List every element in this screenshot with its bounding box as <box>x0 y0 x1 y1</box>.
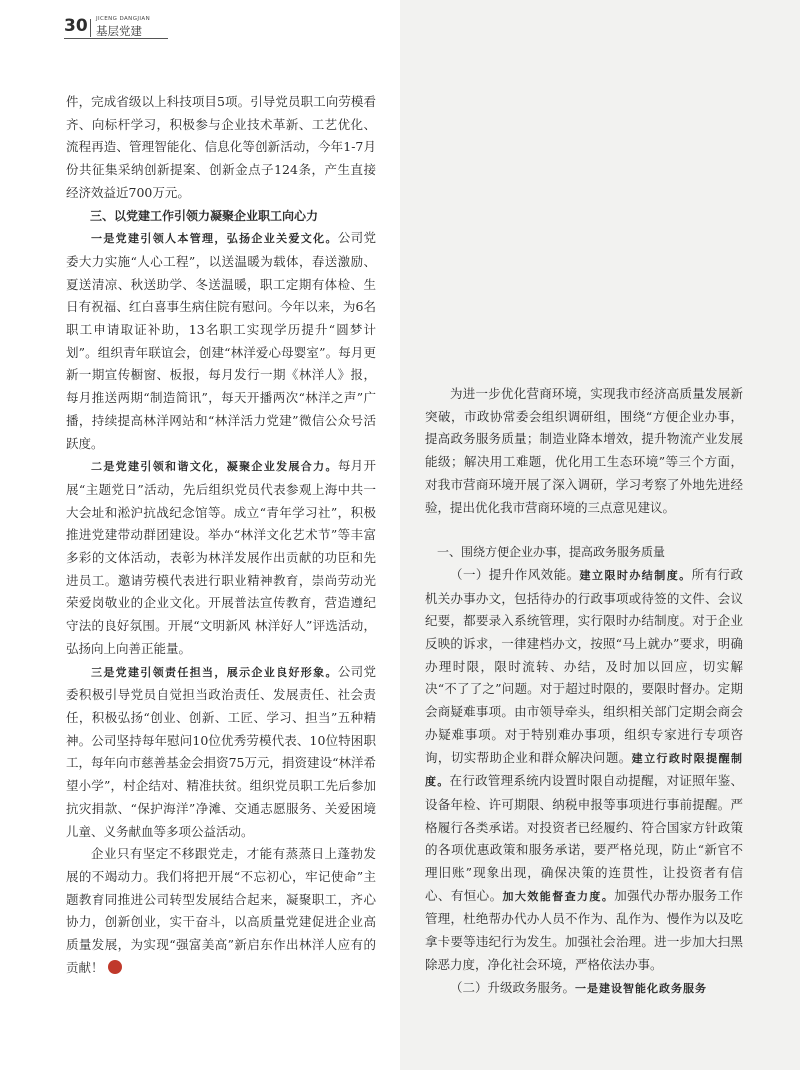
subsection-lead: （二）升级政务服务。 <box>450 979 576 995</box>
paragraph-keyword: 二是党建引领和谐文化，凝聚企业发展合力。 <box>91 460 338 474</box>
page-header <box>64 14 204 42</box>
left-column <box>66 91 376 979</box>
paragraph-text: 企业只有坚定不移跟党走，才能有蒸蒸日上蓬勃发展的不竭动力。我们将把开展“不忘初心，牢记使命”主题教育同推进公司转型发展结合起来，凝聚职工，齐心协力，创新创业，实干奋斗，以高质量党建促进企业高质量发展，为实现“强富美高”新启东作出林洋人应有的贡献！ <box>66 846 376 975</box>
paragraph-text: 在行政管理系统内设置时限自动提醒，对证照年鉴、设备年检、许可期限、纳税申报等事项进行事前提醒。严格履行各类承诺。对投资者已经履约、符合国家方针政策的各项优惠政策和服务承诺，要严格兑现，防止“新官不理旧账”现象出现，确保决策的连贯性，让投资者有信心、有恒心。 <box>425 773 743 903</box>
paragraph <box>66 455 376 660</box>
paragraph-text: 公司党委大力实施“人心工程”，以送温暖为载体，春送激励、夏送清凉、秋送助学、冬送温暖，职工定期有体检、生日有祝福、红白喜事生病住院有慰问。今年以来，为6名职工申请取证补助，13名职工实现学历提升“圆梦计划”。组织青年联谊会，创建“林洋爱心母婴室”。每月更新一期宣传橱窗、板报，每月发行一期《林洋人》报，每月推送两期“制造简讯”，每天开播两次“林洋之声”广播，持续提高林洋网站和“林洋活力党建”微信公众号活跃度。 <box>66 230 376 451</box>
paragraph <box>66 843 376 979</box>
paragraph-keyword: 建立限时办结制度。 <box>579 568 692 582</box>
right-column <box>425 383 743 1000</box>
end-mark-icon <box>108 960 122 974</box>
continued-paragraph: 件，完成省级以上科技项目5项。引导党员职工向劳模看齐、向标杆学习，积极参与企业技术革新、工艺优化、流程再造、管理智能化、信息化等创新活动，今年1-7月份共征集采纳创新提案、创新金点子124条，产生直接经济效益近700万元。 <box>66 94 376 200</box>
intro-paragraph: 为进一步优化营商环境，实现我市经济高质量发展新突破，市政协常委会组织调研组，围绕“方便企业办事，提高政务服务质量；制造业降本增效，提升物流产业发展能级；解决用工难题，优化用工生态环境”等三个方面，对我市营商环境开展了深入调研，学习考察了外地先进经验，提出优化我市营商环境的三点意见建议。 <box>425 386 743 515</box>
header-divider <box>90 19 91 37</box>
page-number: 30 <box>64 16 88 36</box>
paragraph <box>425 564 743 977</box>
magazine-pinyin: JICENG DANGJIAN <box>96 16 151 22</box>
paragraph-text: 公司党委积极引导党员自觉担当政治责任、发展责任、社会责任，积极弘扬“创业、创新、工匠、学习、担当”五种精神。公司坚持每年慰问10位优秀劳模代表、10位特困职工，每年向市慈善基金会捐资75万元，捐资建设“林洋希望小学”，村企结对、精准扶贫。组织党员职工先后参加抗灾捐款、“保护海洋”净滩、交通志愿服务、关爱困境儿童、义务献血等多项公益活动。 <box>66 663 376 839</box>
paragraph-text: 加强代办帮办服务工作管理，杜绝帮办代办人员不作为、乱作为、慢作为以及吃拿卡要等违纪行为发生。加强社会治理。进一步加大扫黑除恶力度，净化社会环境，严格依法办事。 <box>425 887 743 972</box>
paragraph-text: 每月开展“主题党日”活动，先后组织党员代表参观上海中共一大会址和淞沪抗战纪念馆等。成立“青年学习社”，积极推进党建带动群团建设。举办“林洋文化艺术节”等丰富多彩的文体活动，表彰为林洋发展作出贡献的功臣和先进员工。邀请劳模代表进行职业精神教育，崇尚劳动光荣爱岗敬业的企业文化。开展普法宣传教育，营造遵纪守法的良好氛围。开展“文明新风 林洋好人”评选活动，弘扬向上向善正能量。 <box>66 458 376 656</box>
paragraph-keyword: 三是党建引领责任担当，展示企业良好形象。 <box>91 665 338 679</box>
paragraph-keyword: 加大效能督查力度。 <box>502 889 615 903</box>
header-rule <box>64 38 168 39</box>
section-heading: 一、围绕方便企业办事，提高政务服务质量 <box>437 545 666 560</box>
paragraph-keyword: 建立行政时限提醒制度。 <box>425 751 743 789</box>
subsection-lead: （一）提升作风效能。 <box>450 566 580 582</box>
paragraph <box>66 227 376 455</box>
paragraph <box>66 661 376 844</box>
paragraph-keyword: 一是建设智能化政务服务 <box>575 981 708 995</box>
section-heading: 三、以党建工作引领力凝聚企业职工向心力 <box>90 208 319 223</box>
paragraph-keyword: 一是党建引领人本管理，弘扬企业关爱文化。 <box>91 232 338 246</box>
paragraph <box>425 977 743 1001</box>
paragraph-text: 所有行政机关办事办文，包括待办的行政事项或待签的文件、会议纪要，都要录入系统管理，实行限时办结制度。对于企业反映的诉求，一律建档办文，按照“马上就办”要求，明确办理时限，限时流转、办结，及时加以回应，切实解决“不了了之”问题。对于超过时限的，要限时督办。定期会商疑难事项。由市领导牵头，组织相关部门定期会商会办疑难事项。对于特别难办事项，组织专家进行专项咨询，切实帮助企业和群众解决问题。 <box>425 566 743 765</box>
magazine-title: 基层党建 <box>96 24 142 38</box>
